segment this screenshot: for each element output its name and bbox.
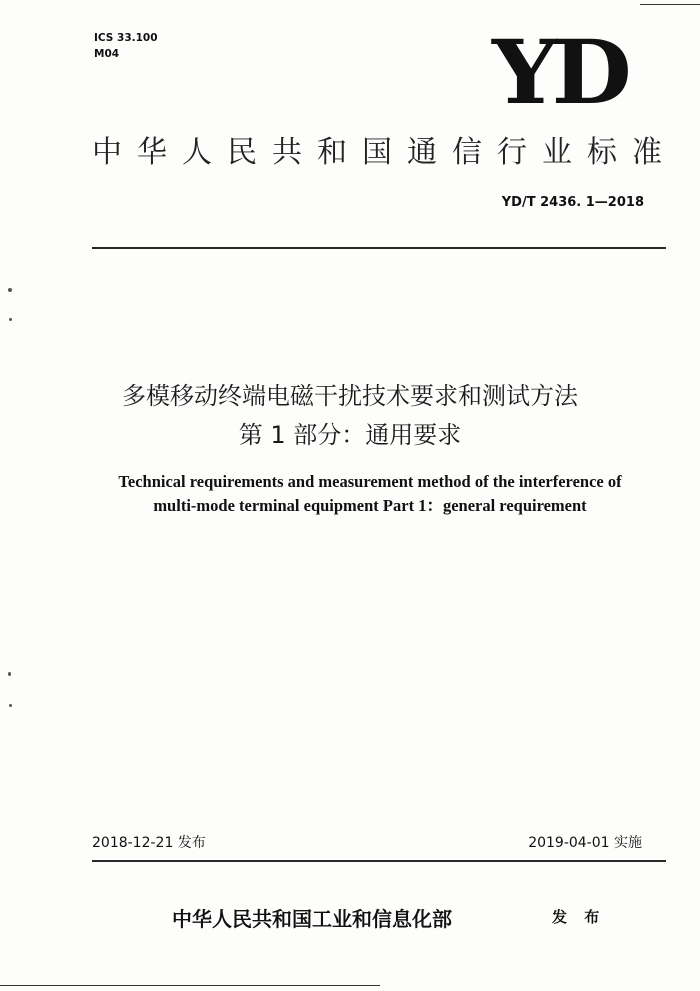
- yd-logo: YD: [492, 20, 626, 124]
- ccs-code: M04: [94, 48, 120, 60]
- publish-date: 2018-12-21 发布: [92, 835, 206, 851]
- standard-number: YD/T 2436. 1—2018: [501, 195, 644, 210]
- implementation-date: 2019-04-01 实施: [528, 835, 642, 851]
- ics-code: ICS 33.100: [94, 32, 158, 44]
- classification-block: [94, 30, 158, 62]
- bottom-edge-line: [0, 985, 380, 986]
- top-edge-line: [640, 4, 700, 5]
- english-title-line-2: multi-mode terminal equipment Part 1：general requirement: [153, 496, 587, 515]
- scan-speck: [8, 288, 12, 292]
- english-title-line-1: Technical requirements and measurement method of the interference of: [118, 472, 622, 491]
- chinese-title-line-1: 多模移动终端电磁干扰技术要求和测试方法: [122, 382, 578, 410]
- chinese-title-line-2: 第 1 部分：通用要求: [238, 421, 462, 449]
- header-divider: [92, 247, 666, 249]
- scan-speck: [9, 704, 12, 707]
- scan-speck: [8, 672, 11, 676]
- industry-standard-title: 中华人民共和国通信行业标准: [92, 135, 677, 170]
- scan-speck: [9, 318, 12, 321]
- issuing-authority: 中华人民共和国工业和信息化部: [172, 907, 452, 931]
- issue-label: 发 布: [552, 908, 606, 926]
- footer-divider: [92, 860, 666, 862]
